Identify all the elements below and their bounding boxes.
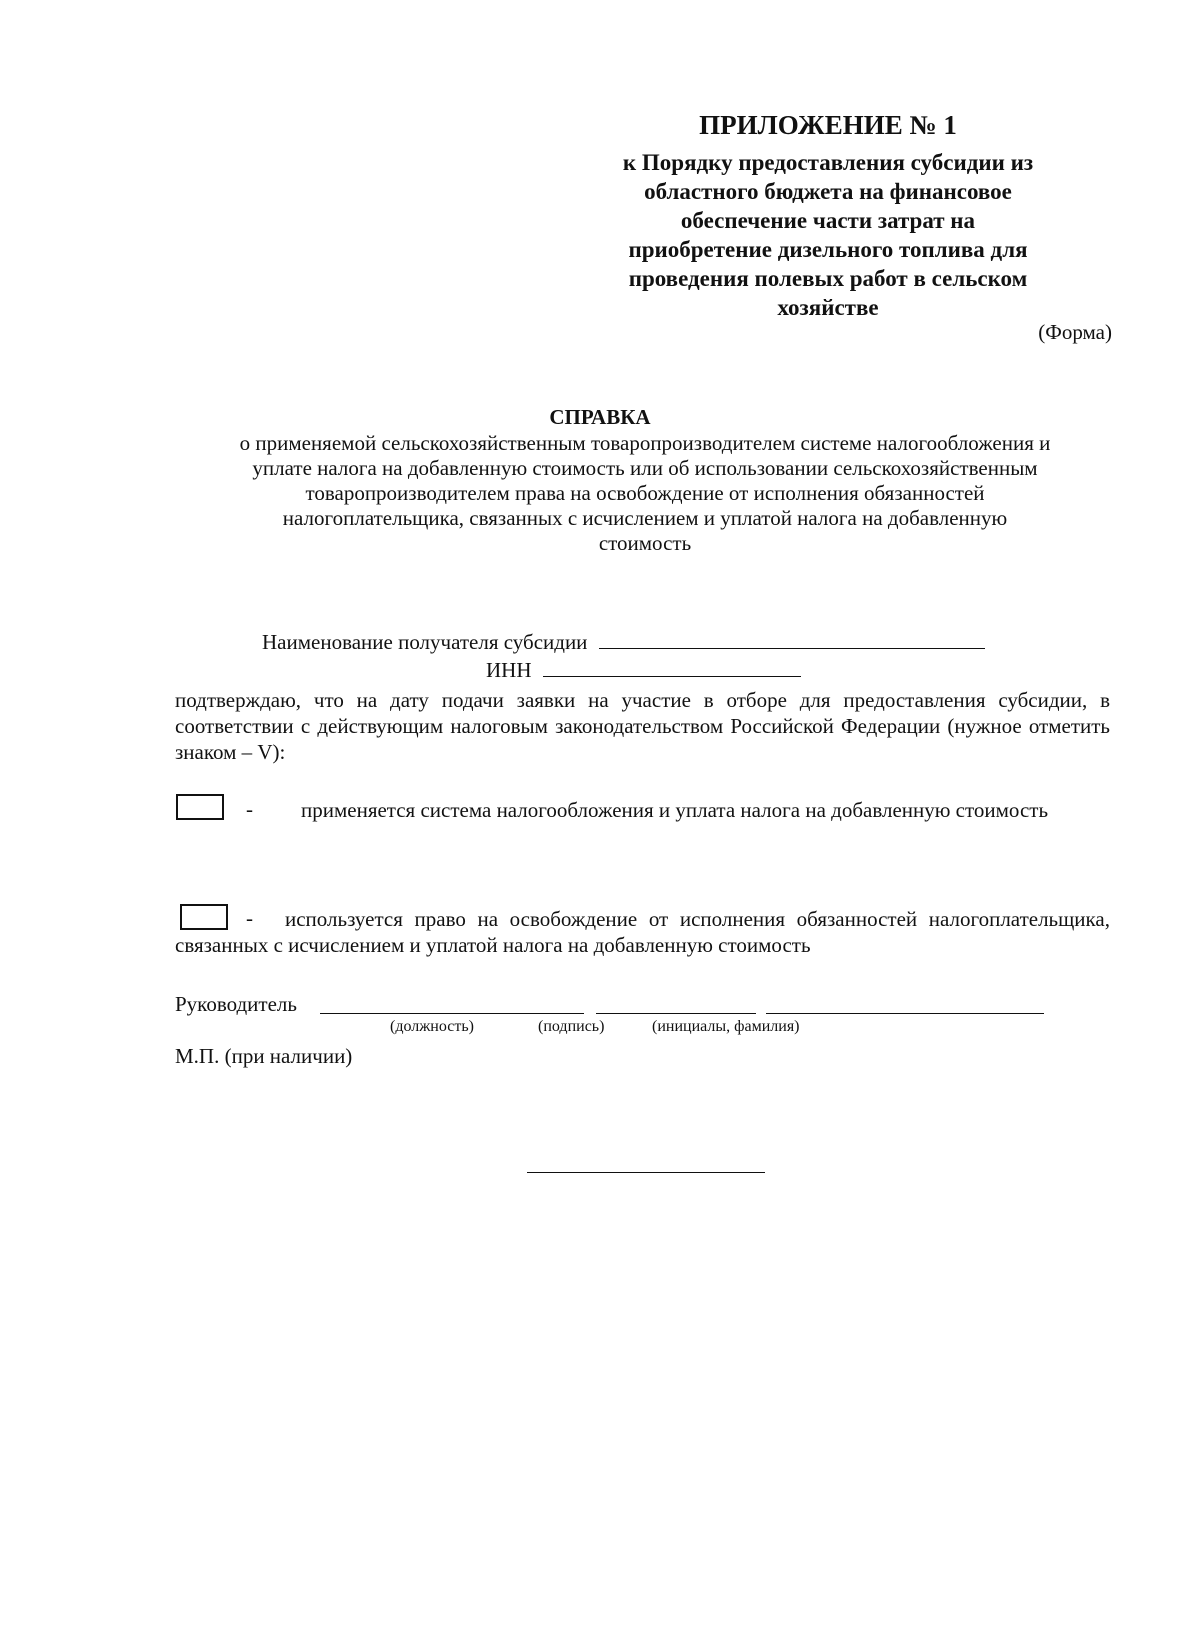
inn-label: ИНН	[486, 658, 532, 682]
subtitle-line: о применяемой сельскохозяйственным товаропроизводителем системе налогообложения и	[239, 431, 1051, 455]
recipient-name-field[interactable]	[599, 630, 985, 649]
subtitle-line: товаропроизводителем права на освобождение от исполнения обязанностей	[305, 481, 985, 505]
annex-line: к Порядку предоставления субсидии из	[622, 150, 1034, 175]
form-label: (Форма)	[1038, 320, 1112, 344]
signature-caption: (подпись)	[538, 1018, 605, 1035]
annex-line: областного бюджета на финансовое	[644, 179, 1012, 204]
inn-field[interactable]	[543, 658, 801, 677]
annex-line: хозяйстве	[777, 295, 879, 320]
position-field[interactable]	[320, 995, 584, 1014]
annex-title: ПРИЛОЖЕНИЕ № 1	[699, 110, 957, 140]
inn-row	[486, 658, 801, 683]
annex-line: проведения полевых работ в сельском	[628, 266, 1028, 291]
certificate-subtitle	[170, 431, 1120, 556]
subtitle-line: стоимость	[598, 531, 692, 555]
position-caption: (должность)	[390, 1018, 474, 1035]
option-vat-payer-text: применяется система налогообложения и уплата налога на добавленную стоимость	[301, 798, 1049, 822]
stamp-label: М.П. (при наличии)	[175, 1044, 353, 1068]
signature-field[interactable]	[596, 995, 756, 1014]
subtitle-line: налогоплательщика, связанных с исчислением и уплатой налога на добавленную	[282, 506, 1008, 530]
footer-divider	[527, 1172, 765, 1173]
name-field[interactable]	[766, 995, 1044, 1014]
name-caption: (инициалы, фамилия)	[652, 1018, 800, 1035]
annex-line: приобретение дизельного топлива для	[628, 237, 1028, 262]
recipient-label: Наименование получателя субсидии	[262, 630, 588, 654]
option-dash: -	[246, 797, 253, 821]
annex-line: обеспечение части затрат на	[680, 208, 976, 233]
recipient-row	[262, 630, 985, 655]
subtitle-line: уплате налога на добавленную стоимость или об использовании сельскохозяйственным	[252, 456, 1038, 480]
certificate-title: СПРАВКА	[549, 405, 651, 429]
confirmation-text: подтверждаю, что на дату подачи заявки на участие в отборе для предоставления субсидии, в соответствии с действующим налоговым законодательством Российской Федерации (нужное отметить знаком – V):	[175, 688, 1110, 764]
option-dash: -	[246, 906, 253, 930]
head-label: Руководитель	[175, 992, 297, 1016]
option-vat-exempt-text: используется право на освобождение от исполнения обязанностей налогоплательщика, связанных с исчислением и уплатой налога на добавленную стоимость	[175, 907, 1110, 957]
annex-description	[588, 148, 1068, 322]
